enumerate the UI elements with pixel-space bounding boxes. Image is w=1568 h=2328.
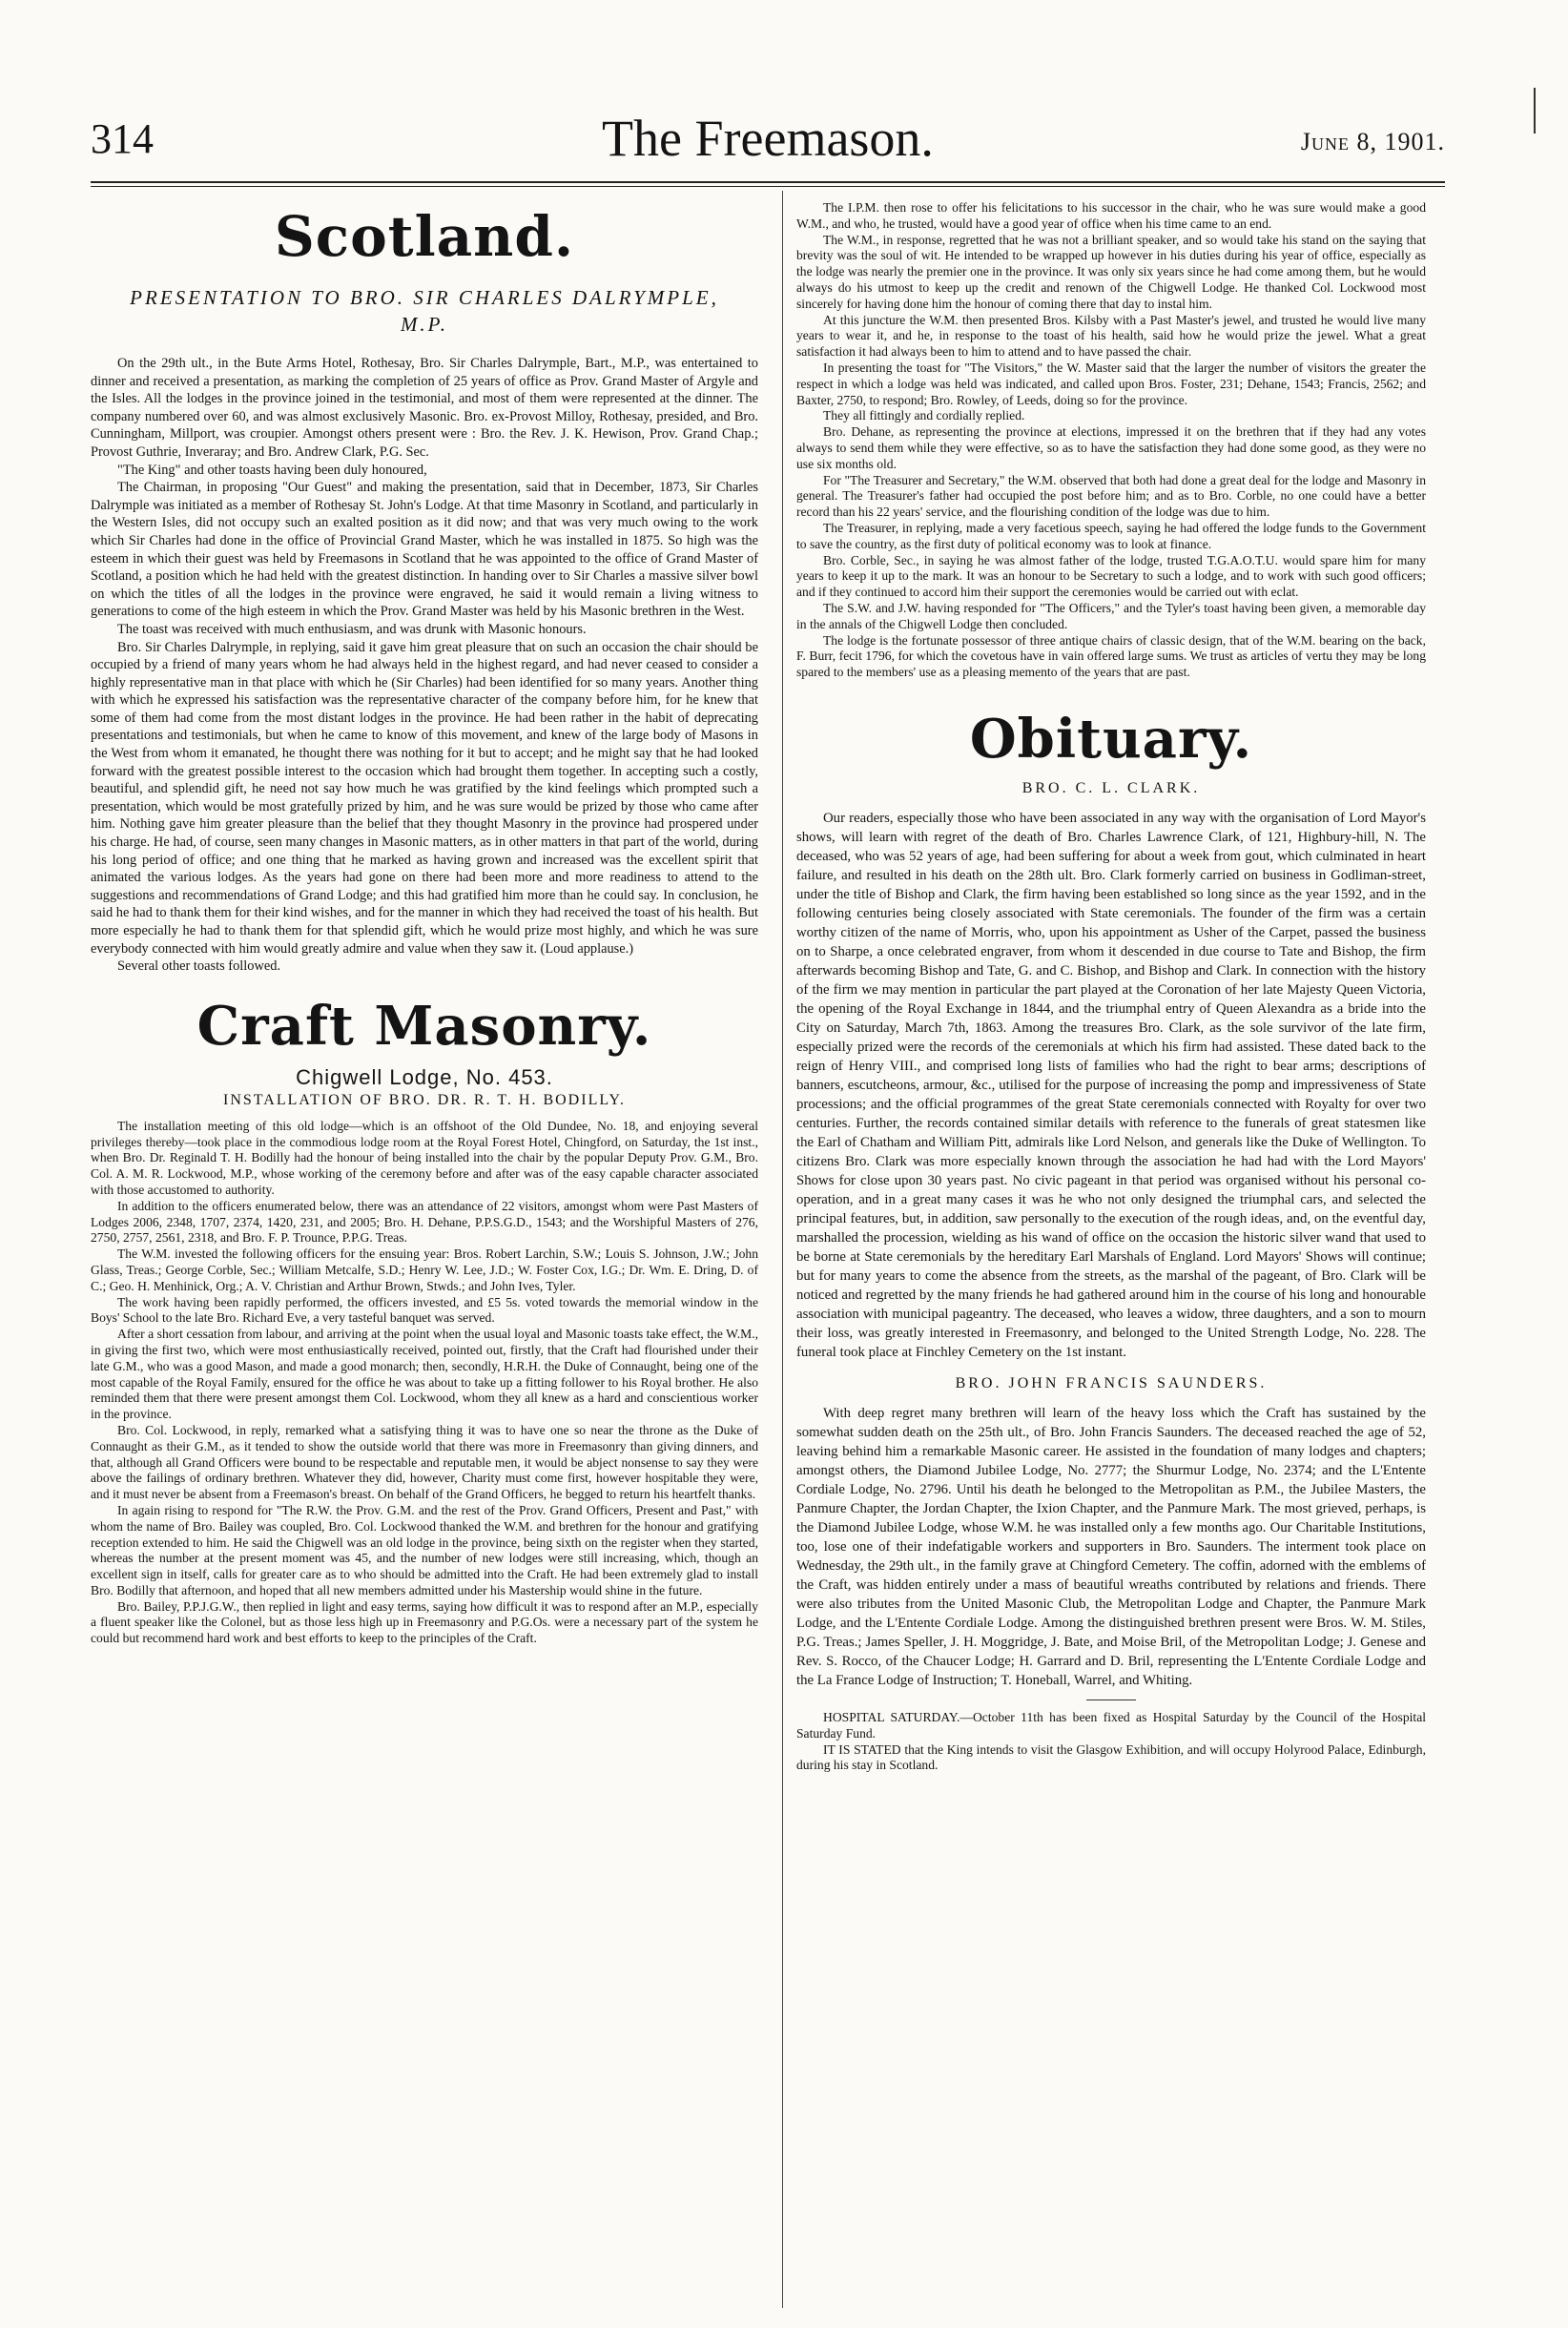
article-paragraph: Bro. Col. Lockwood, in reply, remarked what a satisfying thing it was to have one so near the throne as the Duke of Connaught as their G.M., as it tended to show the outside world that there was more in Freemasonry than giving dinners, and that, although all Grand Officers were bound to be respectable and reputable men, it would be abject nonsense to say they were above the failings of ordinary brethren. Whatever they did, however, Charity must come first, however hospitable they were, and it must never be absent from a Freemason's breast. On behalf of the Grand Officers, he begged to return his heartfelt thanks. <box>91 1422 758 1502</box>
header-rule <box>91 181 1445 183</box>
news-note: HOSPITAL SATURDAY.—October 11th has been fixed as Hospital Saturday by the Council of the Hospital Saturday Fund. <box>796 1709 1426 1741</box>
article-paragraph: The installation meeting of this old lodge—which is an offshoot of the Old Dundee, No. 18, and enjoying several privileges thereby—took place in the commodious lodge room at the Royal Forest Hotel, Chingford, on Saturday, the 1st inst., when Bro. Dr. Reginald T. H. Bodilly had the honour of being installed into the chair by the popular Deputy Prov. G.M., Bro. Col. A. M. R. Lockwood, M.P., whose working of the ceremony before and after was of the easy capable character associated with those accustomed to authority. <box>91 1118 758 1197</box>
article-paragraph: The W.M., in response, regretted that he was not a brilliant speaker, and so would take his stand on the saying that brevity was the soul of wit. He intended to be wrapped up however in his duties during his year of office, especially as the lodge was nearly the premier one in the province. It was only six years since he had come among them, but he would always do his utmost to keep up the credit and renown of the Chigwell Lodge. He thanked Col. Lockwood most sincerely for having done him the honour of coming there that day to instal him. <box>796 232 1426 311</box>
issue-date: June 8, 1901. <box>1300 128 1445 155</box>
obituary-name-clark: BRO. C. L. CLARK. <box>1021 779 1201 796</box>
article-subtitle: PRESENTATION TO BRO. SIR CHARLES DALRYMPLE, M.P. <box>130 286 719 336</box>
article-paragraph: Bro. Corble, Sec., in saying he was almost father of the lodge, trusted T.G.A.O.T.U. would spare him for many years to keep it up to the mark. It was an honour to be Secretary to such a lodge, and to work with such good officers; and if they continued to accord him their support the ceremonies would be carried out with eclat. <box>796 552 1426 600</box>
article-paragraph: "The King" and other toasts having been duly honoured, <box>117 462 427 478</box>
column-divider <box>782 191 783 2308</box>
page-number: 314 <box>91 115 154 162</box>
article-paragraph: For "The Treasurer and Secretary," the W.M. observed that both had done a great deal for the lodge and Masonry in general. The Treasurer's father had occupied the post before him; and as to Bro. Corble, no one could have a better record than his 22 years' service, and the flourishing condition of the lodge was due to him. <box>796 472 1426 520</box>
article-paragraph: In presenting the toast for "The Visitors," the W. Master said that the larger the number of visitors the greater the respect in which a lodge was held was indicated, and called upon Bros. Foster, 231; Dehane, 1543; Francis, 2562; and Baxter, 2750, to respond; Bro. Rowley, of Leeds, doing so for the province. <box>796 360 1426 407</box>
article-paragraph: The W.M. invested the following officers for the ensuing year: Bros. Robert Larchin, S.W.; Louis S. Johnson, J.W.; John Glass, Treas.; George Corble, Sec.; William Metcalfe, S.D.; Henry W. Lee, J.D.; W. Foster Cox, I.G.; Dr. Wm. E. Dring, D. of C.; Geo. H. Menhinick, Org.; A. V. Christian and Arthur Brown, Stwds.; and John Ives, Tyler. <box>91 1246 758 1293</box>
article-paragraph: They all fittingly and cordially replied. <box>823 408 1025 423</box>
article-paragraph: In again rising to respond for "The R.W. the Prov. G.M. and the rest of the Prov. Grand Officers, Present and Past," with whom the name of Bro. Bailey was coupled, Bro. Col. Lockwood thanked the W.M. and brethren for the honour and gratifying reception extended to him. He said the Chigwell was an old lodge in the province, being sixth on the register when they started, whereas the number at the present moment was 45, and the number of new lodges were still increasing, which, though an excellent sign in itself, calls for greater care as to who should be admitted into the Craft. He had been extremely glad to install Bro. Bodilly that afternoon, and hoped that all new members admitted under his Mastership would shine in the future. <box>91 1502 758 1597</box>
header-rule-thin <box>91 186 1445 187</box>
right-column <box>796 200 1426 1774</box>
article-paragraph: At this juncture the W.M. then presented Bros. Kilsby with a Past Master's jewel, and trusted he would live many years to wear it, and he, in response to the toast of his health, said how he would prize the jewel. What a great satisfaction it had always been to him to attend and to have passed the chair. <box>796 312 1426 360</box>
article-paragraph: The I.P.M. then rose to offer his felicitations to his successor in the chair, who he was sure would make a good W.M., and who, he trusted, would have a good year of office when his time came to an end. <box>796 200 1426 231</box>
masthead-title: The Freemason. <box>602 110 934 167</box>
article-paragraph: On the 29th ult., in the Bute Arms Hotel, Rothesay, Bro. Sir Charles Dalrymple, Bart., M.P., was entertained to dinner and received a presentation, as marking the completion of 25 years of office as Prov. Grand Master of Argyle and the Isles. All the lodges in the province joined in the testimonial, and most of them were represented at the dinner. The company numbered over 60, and was almost exclusively Masonic. Bro. ex-Provost Milloy, Rothesay, presided, and Bro. Cunningham, Millport, was croupier. Amongst others present were : Bro. the Rev. J. K. Hewison, Prov. Grand Chap.; Provost Guthrie, Inveraray; and Bro. Andrew Clark, P.G. Sec. <box>91 356 758 460</box>
article-paragraph: The toast was received with much enthusiasm, and was drunk with Masonic honours. <box>117 621 587 637</box>
article-paragraph: The work having been rapidly performed, the officers invested, and £5 5s. voted towards the memorial window in the Boys' School to the late Bro. Richard Eve, a very tasteful banquet was served. <box>91 1294 758 1326</box>
article-paragraph: The Treasurer, in replying, made a very facetious speech, saying he had offered the lodge funds to the Government to save the country, as the first duty of political economy was to look at finance. <box>796 520 1426 551</box>
article-paragraph: Bro. Bailey, P.P.J.G.W., then replied in light and easy terms, saying how difficult it was to respond after an M.P., especially a fluent speaker like the Colonel, but as those less high up in Freemasonry and P.G.Os. were a necessary part of the system he could but recommend hard work and best efforts to keep to the principles of the Craft. <box>91 1598 758 1646</box>
article-paragraph: After a short cessation from labour, and arriving at the point when the usual loyal and Masonic toasts take effect, the W.M., in giving the first two, which were most enthusiastically received, pointed out, firstly, that the Craft had flourished under their late G.M., who was a good Mason, and made a good monarch; then, secondly, H.R.H. the Duke of Connaught, being one of the most capable of the Royal Family, ensured for the office he was about to take up a fitting follower to his Royal brother. He also reminded them that there were present amongst them Col. Lockwood, whom they all knew as a hard and conscientious worker in the province. <box>91 1327 758 1422</box>
installation-title: INSTALLATION OF BRO. DR. R. T. H. BODILLY. <box>222 1091 626 1108</box>
margin-mark <box>1534 88 1536 134</box>
article-paragraph: The Chairman, in proposing "Our Guest" and making the presentation, said that in December, 1873, Sir Charles Dalrymple was initiated as a member of Rothesay St. John's Lodge. At that time Masonry in Scotland, and particularly in the Western Isles, did not occupy such an exalted position as it did now; and that was very much owing to the work which Sir Charles had done in the office of Provincial Grand Master, which he was installed in 1875. So high was the esteem in which their guest was held by Freemasons in Scotland that he was appointed to the office of Grand Master of Scotland, a position which he had held with the greatest distinction. In handing over to Sir Charles a massive silver bowl on which the titles of all the lodges in the province were engraved, he said it would remain a living witness to generations to come of the high esteem in which the Prov. Grand Master was held by his Masonic brethren in the West. <box>91 480 758 620</box>
article-paragraph: In addition to the officers enumerated below, there was an attendance of 22 visitors, amongst whom were Past Masters of Lodges 2006, 2348, 1707, 2374, 1420, 231, and 2005; Bro. H. Dehane, P.P.S.G.D., 1543; and the Worshipful Masters of 276, 2750, 2757, 2561, 2318, and Bro. F. P. Trounce, P.P.G. Treas. <box>91 1198 758 1246</box>
article-paragraph: Bro. Sir Charles Dalrymple, in replying, said it gave him great pleasure that on such an occasion the chair should be occupied by a friend of many years whom he had always held in the highest regard, and had never ceased to consider a highly representative man in that place with which he (Sir Charles) had been identified for so many years. Another thing with which he expressed his satisfaction was the representative character of the company before him, for he knew that some of them had come from the most distant lodges in the province. He had been rather in the habit of deprecating presentations and testimonials, but when he came to know of this movement, and knew of the large body of Masons in the West from whom it emanated, he thought there was nothing for it but to accept; and he might say that he had looked forward with the greatest possible interest to the occasion which had brought them together. In accepting such a costly, beautiful, and splendid gift, he need not say how much he was gratified by the kind feelings which prompted such a presentation, which would be most gratefully prized by him, and he was sure would be prized by those who came after him. Nothing gave him greater pleasure than the belief that they thought Masonry in the province had prospered under his charge. He had, of course, seen many changes in Masonic matters, as in other matters in that part of the world, during his long period of office; and one thing that he marked as having grown and increased was the excellent spirit that animated the various lodges. As the years had gone on there had been more and more readiness to attend to the suggestions and recommendations of Grand Lodge; and this had gratified him more than he could say. In conclusion, he said he had to thank them for their kind wishes, and for the manner in which they had received the toast of his health. But more especially he had to thank them for that splendid gift, which he would prize most highly, and which he was sure everybody connected with him would greatly admire and value when they saw it. (Loud applause.) <box>91 639 758 957</box>
article-paragraph: The lodge is the fortunate possessor of three antique chairs of classic design, that of the W.M. bearing on the back, F. Burr, fecit 1796, for which the covetous have in vain offered large sums. We trust as articles of vertu they may be long spared to the members' use as a pleasing memento of the years that are past. <box>796 632 1426 680</box>
left-column <box>91 200 758 1647</box>
section-heading-scotland: Scotland. <box>274 204 575 269</box>
obituary-paragraph: With deep regret many brethren will learn of the heavy loss which the Craft has sustained by the somewhat sudden death on the 25th ult., of Bro. John Francis Saunders. The deceased reached the age of 52, leaving behind him a remarkable Masonic career. He assisted in the foundation of many lodges and chapters; amongst others, the Diamond Jubilee Lodge, No. 2777; the Shurmur Lodge, No. 2374; and the L'Entente Cordiale Lodge, No. 2796. Until his death he belonged to the Metropolitan as P.M., the Jubilee Masters, the Panmure Chapter, the Jordan Chapter, the Ixion Chapter, and the Panmure Mark. The most grieved, perhaps, is the Diamond Jubilee Lodge, whose W.M. he was installed only a few months ago. Our Charitable Institutions, too, lose one of their indefatigable workers and supporters in Bro. Saunders. The interment took place on Wednesday, the 29th ult., in the family grave at Chingford Cemetery. The coffin, adorned with the emblems of the Craft, was hidden entirely under a mass of beautiful wreaths contributed by relations and friends. There were also tributes from the United Masonic Club, the Metropolitan Lodge and Chapter, the Panmure Mark Lodge, and the L'Entente Cordiale Lodge. Among the distinguished brethren present were Bros. W. M. Stiles, P.G. Treas.; James Speller, J. H. Moggridge, J. Bate, and Moise Bril, of the Metropolitan Lodge; J. Genese and Rev. S. Rocco, of the Chaucer Lodge; H. Garrard and D. Bril, representing the L'Entente Cordiale Lodge and the La France Lodge of Instruction; T. Honeball, Warrel, and Whiting. <box>796 1405 1426 1688</box>
news-note: IT IS STATED that the King intends to visit the Glasgow Exhibition, and will occupy Holyrood Palace, Edinburgh, during his stay in Scotland. <box>796 1741 1426 1773</box>
obituary-name-saunders: BRO. JOHN FRANCIS SAUNDERS. <box>955 1374 1268 1391</box>
page-header <box>91 110 1445 181</box>
article-paragraph: Several other toasts followed. <box>117 958 281 975</box>
section-heading-obituary: Obituary. <box>969 707 1253 771</box>
obituary-paragraph: Our readers, especially those who have been associated in any way with the organisation of Lord Mayor's shows, will learn with regret of the death of Bro. Charles Lawrence Clark, of 121, Highbury-hill, N. The deceased, who was 52 years of age, had been suffering for about a week from gout, which culminated in heart failure, and resulted in his death on the 28th ult. Bro. Clark formerly carried on business in Godliman-street, under the title of Bishop and Clark, the firm having been established so long since as the year 1592, and in the following centuries being closely associated with State ceremonials. The founder of the firm was a certain worthy citizen of the name of Morris, who, upon his appointment as Usher of the Carpet, passed the business on to Sharpe, a once celebrated engraver, from whom it descended in due course to Tate and Bishop, the firm afterwards becoming Bishop and Tate, G. and C. Bishop, and Bishop and Clark. In connection with the history of the firm we may mention in particular the part played at the Coronation of her late Majesty Queen Victoria, the opening of the Royal Exchange in 1844, and the triumphal entry of Queen Alexandra as a bride into the City on Saturday, March 7th, 1863. Among the treasures Bro. Clark, as the sole survivor of the late firm, especially prized were the records of the ceremonials at which his firm had assisted. These dated back to the reign of Henry VIII., and comprised long lists of families who had the right to bear arms; descriptions of banners, escutcheons, armour, &c., utilised for the purpose of increasing the pomp and impressiveness of State processions; and the official programmes of the great State ceremonials connected with Royalty for over two centuries. Further, the records contained similar details with reference to the funerals of great statesmen like the Earl of Chatham and William Pitt, admirals like Lord Nelson, and generals like the Duke of Wellington. To citizens Bro. Clark was more especially known through the association he had had with the Lord Mayors' Shows for close upon 30 years past. No civic pageant in that period was organised without his personal co-operation, and in a great many cases it was he who not only designed the triumphal cars, and selected the principal features, but, in addition, saw personally to the execution of the rough ideas, and, on the eventful day, marshalled the procession, wielding as his wand of office on the occasion the historic silver wand that used to be borne at State ceremonials by the hereditary Earl Marshals of England. Lord Mayors' Shows will continue; but for many years to come the absence from the streets, as the marshal of the pageant, of Bro. Clark will be noticed and regretted by the many friends he had gathered around him in the course of his long and honourable association with municipal pageantry. The deceased, who leaves a widow, three daughters, and a son to mourn their loss, was greatly interested in Freemasonry, and belonged to the United Strength Lodge, No. 228. The funeral took place at Finchley Cemetery on the 1st instant. <box>796 810 1426 1360</box>
article-paragraph: The S.W. and J.W. having responded for "The Officers," and the Tyler's toast having been given, a memorable day in the annals of the Chigwell Lodge then concluded. <box>796 600 1426 631</box>
section-heading-craft-masonry: Craft Masonry. <box>196 994 652 1058</box>
article-paragraph: Bro. Dehane, as representing the province at elections, impressed it on the brethren that if they had any votes always to send them while they were effective, so as to have the satisfaction they had done some good, as they were no use six months old. <box>796 424 1426 471</box>
lodge-name: Chigwell Lodge, No. 453. <box>296 1064 553 1089</box>
